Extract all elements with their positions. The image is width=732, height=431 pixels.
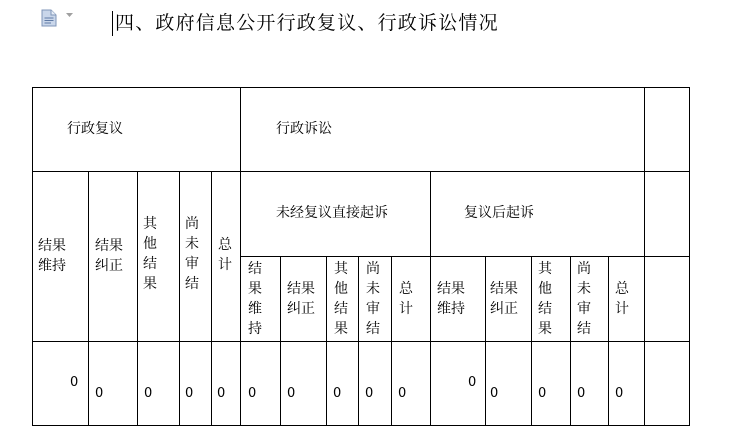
value-review-corrected: 0	[95, 386, 104, 401]
col-direct-upheld: 结果	[248, 261, 262, 297]
value-review-total: 0	[217, 386, 226, 401]
value-direct-total: 0	[398, 386, 407, 401]
header-direct-suit: 未经复议直接起诉	[276, 205, 388, 221]
value-direct-corrected: 0	[287, 386, 296, 401]
col-review-upheld-line2: 维持	[38, 258, 66, 274]
col-after-other: 其他结果	[538, 261, 552, 337]
col-direct-corrected-line2: 纠正	[287, 301, 315, 317]
col-after-pending: 尚未审结	[577, 261, 591, 337]
col-after-total: 总计	[615, 281, 629, 317]
col-direct-total: 总计	[399, 281, 413, 317]
header-after-review: 复议后起诉	[464, 205, 534, 221]
header-litigation: 行政诉讼	[276, 121, 332, 137]
value-after-other: 0	[538, 386, 547, 401]
value-after-corrected: 0	[490, 386, 499, 401]
col-review-upheld-line1: 结果	[38, 238, 66, 254]
value-direct-other: 0	[333, 386, 342, 401]
col-after-upheld-line2: 维持	[437, 301, 465, 317]
col-after-upheld-line1: 结果	[437, 281, 465, 297]
col-after-corrected-line2: 纠正	[490, 301, 518, 317]
col-direct-other: 其他结果	[334, 261, 348, 337]
value-review-pending: 0	[185, 386, 194, 401]
value-after-total: 0	[615, 386, 624, 401]
value-direct-pending: 0	[365, 386, 374, 401]
col-after-corrected-line1: 结果	[490, 281, 518, 297]
col-review-total: 总计	[218, 237, 232, 273]
col-direct-upheld-2: 维持	[248, 301, 262, 337]
value-after-pending: 0	[577, 386, 586, 401]
value-direct-upheld: 0	[248, 386, 257, 401]
value-review-upheld: 0	[70, 375, 79, 390]
col-direct-corrected-line1: 结果	[287, 281, 315, 297]
header-admin-review: 行政复议	[67, 121, 123, 137]
col-review-corrected-line1: 结果	[95, 238, 123, 254]
col-review-corrected-line2: 纠正	[95, 258, 123, 274]
col-review-pending: 尚未审结	[185, 216, 199, 292]
value-after-upheld: 0	[468, 375, 477, 390]
value-review-other: 0	[144, 386, 153, 401]
col-direct-pending: 尚未审结	[366, 261, 380, 337]
section-heading: 四、政府信息公开行政复议、行政诉讼情况	[115, 12, 499, 34]
col-review-other: 其他结果	[143, 216, 157, 292]
